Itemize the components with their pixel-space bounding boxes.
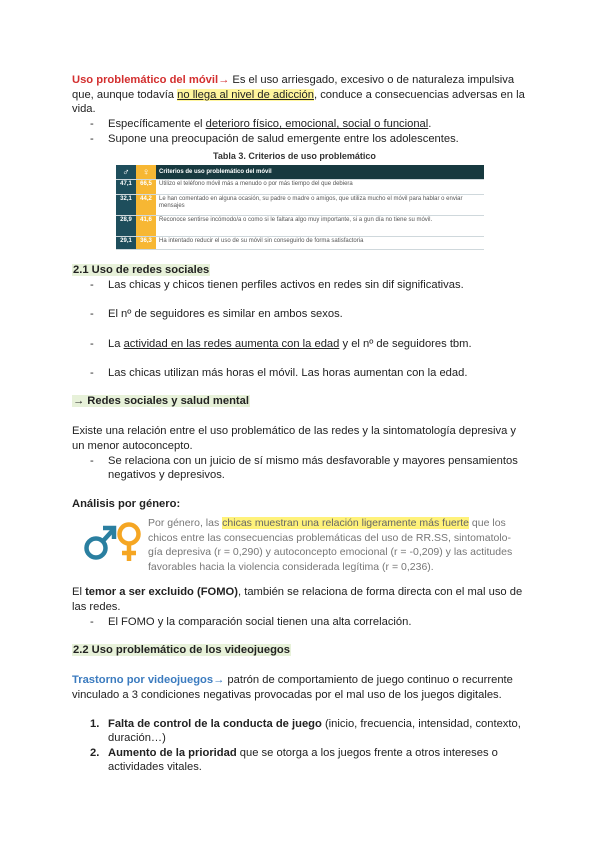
genero-line-3: gía depresiva (r = 0,290) y autoconcepto emocional (r = -0,209) y las actitudes xyxy=(148,546,513,558)
s22-t1: patrón de comportamiento de juego continuo o recurrente xyxy=(224,674,513,686)
fomo-p1c: , también se relaciona de forma directa con el mal uso de xyxy=(238,586,523,598)
male-symbol-icon xyxy=(87,528,115,558)
fomo-term: temor a ser excluido (FOMO) xyxy=(85,586,238,598)
female-value: 66,5 xyxy=(136,180,156,195)
male-value: 47,1 xyxy=(116,180,136,195)
section-2-2-heading xyxy=(72,643,291,657)
salud-bullet-1a: Se relaciona con un juicio de sí mismo más desfavorable y mayores pensamientos xyxy=(108,455,518,467)
s21-bullet-2: El nº de seguidores es similar en ambos sexos. xyxy=(108,308,343,320)
intro-line-1 xyxy=(72,73,514,87)
female-value: 41,6 xyxy=(136,216,156,237)
dash: - xyxy=(90,455,94,467)
intro-line-2 xyxy=(72,88,525,102)
s22-item-2-text: que se otorga a los juegos frente a otros intereses o xyxy=(236,747,498,759)
female-value: 44,2 xyxy=(136,195,156,216)
s22-arrow: → xyxy=(213,674,225,686)
genero-heading: Análisis por género: xyxy=(72,498,181,510)
dash: - xyxy=(90,308,94,320)
intro-arrow: → xyxy=(218,74,230,86)
fomo-bullet-1: El FOMO y la comparación social tienen una alta correlación. xyxy=(108,616,412,628)
s22-num-2: 2. xyxy=(90,747,100,759)
dash: - xyxy=(90,118,94,130)
s21-bullet-3b: y el nº de seguidores tbm. xyxy=(339,338,472,350)
table-row xyxy=(116,216,484,237)
genero-line-4: favorables hacia la violencia considerada legítima (r = 0,236). xyxy=(148,560,434,573)
intro-line-3: vida. xyxy=(72,103,96,115)
criterion-text: Le han comentado en alguna ocasión, su padre o madre o amigos, que utiliza mucho el móvil para hablar o enviar mensajes xyxy=(156,195,484,216)
genero-t1b: que los xyxy=(469,517,506,529)
s21-bullet-3a: La xyxy=(108,338,124,350)
intro-bullet-2: Supone una preocupación de salud emergente entre los adolescentes. xyxy=(108,133,459,145)
genero-highlight: chicas muestran una relación ligeramente más fuerte xyxy=(222,517,470,529)
table-header-row xyxy=(116,165,484,180)
female-symbol-icon xyxy=(120,525,139,562)
s22-item-2 xyxy=(108,746,498,760)
s22-title: Trastorno por videojuegos xyxy=(72,674,214,686)
intro-bullet-1b: . xyxy=(428,118,432,130)
salud-heading xyxy=(72,394,250,408)
male-value: 29,1 xyxy=(116,237,136,250)
fomo-p1a: El xyxy=(72,586,86,598)
section-2-1-title: 2.1 Uso de redes sociales xyxy=(73,264,210,276)
s22-item-1 xyxy=(108,717,521,731)
genero-text xyxy=(148,516,528,574)
table-row xyxy=(116,237,484,250)
dash: - xyxy=(90,367,94,379)
table-title: Tabla 3. Criterios de uso problemático xyxy=(213,151,376,161)
criteria-table xyxy=(116,165,484,250)
s21-bullet-4: Las chicas utilizan más horas el móvil. Las horas aumentan con la edad. xyxy=(108,367,468,379)
section-2-1-heading xyxy=(72,263,210,277)
genero-line-1 xyxy=(148,516,528,531)
table-header-label: Criterios de uso problemático del móvil xyxy=(156,165,484,180)
male-symbol-icon: ♂ xyxy=(116,165,136,180)
intro-text-2a: que, aunque todavía xyxy=(72,89,178,101)
section-2-2-title: 2.2 Uso problemático de los videojuegos xyxy=(73,644,290,656)
male-value: 28,9 xyxy=(116,216,136,237)
intro-highlight: no llega al nivel de adicción xyxy=(177,89,314,101)
intro-bullet-1a: Específicamente el xyxy=(108,118,206,130)
s22-item-2-cont: actividades vitales. xyxy=(108,761,202,773)
dash: - xyxy=(90,338,94,350)
s21-bullet-3 xyxy=(108,337,472,351)
s21-bullet-1: Las chicas y chicos tienen perfiles activos en redes sin dif significativas. xyxy=(108,279,464,291)
s22-num-1: 1. xyxy=(90,718,100,730)
s22-item-1-text: (inicio, frecuencia, intensidad, contexto, xyxy=(321,718,521,730)
fomo-line-2: las redes. xyxy=(72,601,121,613)
dash: - xyxy=(90,279,94,291)
genero-t1a: Por género, las xyxy=(148,517,223,529)
salud-title: → Redes sociales y salud mental xyxy=(73,395,249,407)
s22-item-1-cont: duración…) xyxy=(108,732,166,744)
criterion-text: Utilizo el teléfono móvil más a menudo o por más tiempo del que debiera xyxy=(156,180,484,195)
salud-p2: un menor autoconcepto. xyxy=(72,440,193,452)
s22-line-1 xyxy=(72,673,513,687)
dash: - xyxy=(90,133,94,145)
female-symbol-icon: ♀ xyxy=(136,165,156,180)
salud-bullet-1b: negativos y depresivos. xyxy=(108,469,225,481)
male-value: 32,1 xyxy=(116,195,136,216)
intro-title: Uso problemático del móvil xyxy=(72,74,219,86)
s22-item-2-bold: Aumento de la prioridad xyxy=(108,747,237,759)
intro-text-1: Es el uso arriesgado, excesivo o de naturaleza impulsiva xyxy=(229,74,515,86)
s22-item-1-bold: Falta de control de la conducta de juego xyxy=(108,718,322,730)
s22-line-2: vinculado a 3 condiciones negativas provocadas por el mal uso de los juegos digitales. xyxy=(72,689,502,701)
dash: - xyxy=(90,616,94,628)
intro-bullet-1u: deterioro físico, emocional, social o funcional xyxy=(205,118,429,130)
criterion-text: Ha intentado reducir el uso de su móvil sin conseguirlo de forma satisfactoria xyxy=(156,237,484,250)
s21-bullet-3u: actividad en las redes aumenta con la edad xyxy=(123,338,340,350)
female-value: 36,3 xyxy=(136,237,156,250)
genero-line-2: chicos entre las consecuencias problemáticas del uso de RR.SS, sintomatolo- xyxy=(148,531,512,544)
table-row xyxy=(116,195,484,216)
gender-symbols-icon xyxy=(82,515,146,565)
salud-p1: Existe una relación entre el uso problemático de las redes y la sintomatología depresiva y xyxy=(72,425,517,437)
intro-bullet-1 xyxy=(108,117,431,131)
table-row xyxy=(116,180,484,195)
criterion-text: Reconoce sentirse incómodo/a o como si le faltara algo muy importante, si a gun día no tiene su móvil. xyxy=(156,216,484,237)
intro-text-2b: , conduce a consecuencias adversas en la xyxy=(313,89,525,101)
fomo-line-1 xyxy=(72,585,522,599)
